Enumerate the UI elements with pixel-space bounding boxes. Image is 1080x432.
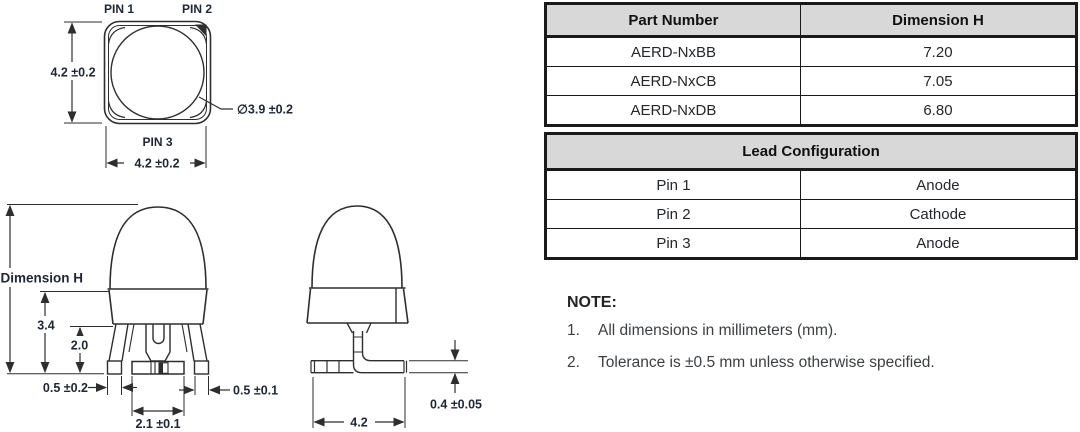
table-row xyxy=(546,67,1076,96)
part-number-cell: AERD-NxDB xyxy=(546,96,800,126)
pin3-label: PIN 3 xyxy=(142,135,173,149)
table-row xyxy=(546,200,1076,229)
dome-diameter-dim: ∅3.9 ±0.2 xyxy=(237,102,293,117)
front-view-drawing xyxy=(0,205,230,417)
note-item-text: Tolerance is ±0.5 mm unless otherwise specified. xyxy=(598,354,935,371)
pin1-label: PIN 1 xyxy=(103,2,135,16)
pin2-corner-mark xyxy=(195,25,207,37)
lead-configuration-header: Lead Configuration xyxy=(546,134,1076,170)
body-height-dim: 3.4 xyxy=(37,318,55,333)
note-title: NOTE: xyxy=(567,294,617,311)
lead-table-header-row xyxy=(546,134,1076,170)
dimension-h-cell: 6.80 xyxy=(800,96,1076,126)
side-view-drawing xyxy=(307,206,468,429)
note-item-number: 2. xyxy=(567,354,580,371)
dimension-h-cell: 7.20 xyxy=(800,37,1076,67)
polarity-cell: Anode xyxy=(800,229,1076,259)
lead-spacing-dim: 2.1 ±0.1 xyxy=(135,417,181,431)
note-item-text: All dimensions in millimeters (mm). xyxy=(598,322,838,339)
part-number-cell: AERD-NxCB xyxy=(546,67,800,96)
table-row xyxy=(546,170,1076,200)
standoff-dim: 2.0 xyxy=(70,338,89,353)
notes-section xyxy=(567,294,1067,384)
pin-cell: Pin 3 xyxy=(546,229,800,259)
lead-right-width-dim: 0.5 ±0.1 xyxy=(233,383,279,398)
note-item-number: 1. xyxy=(567,322,580,339)
pin-cell: Pin 1 xyxy=(546,170,800,200)
dimension-h-cell: 7.05 xyxy=(800,67,1076,96)
polarity-cell: Anode xyxy=(800,170,1076,200)
pin2-label: PIN 2 xyxy=(181,2,213,16)
lead-left-width-dim: 0.5 ±0.2 xyxy=(42,381,88,395)
side-view-width-dim: 4.2 xyxy=(350,415,368,430)
table-row xyxy=(546,229,1076,259)
top-view-drawing xyxy=(44,22,233,172)
top-view-width-dim: 4.2 ±0.2 xyxy=(134,156,180,171)
part-number-table xyxy=(545,3,1077,126)
part-number-cell: AERD-NxBB xyxy=(546,37,800,67)
top-view-height-dim: 4.2 ±0.2 xyxy=(50,65,96,80)
table-row xyxy=(546,96,1076,126)
table-row xyxy=(546,37,1076,67)
led-dome-outline xyxy=(111,26,204,119)
lead-thickness-dim: 0.4 ±0.05 xyxy=(429,397,483,412)
lead-configuration-table xyxy=(545,133,1077,259)
part-number-header: Part Number xyxy=(546,4,800,37)
polarity-cell: Cathode xyxy=(800,200,1076,229)
dimension-h-header: Dimension H xyxy=(800,4,1076,37)
note-item xyxy=(567,320,1067,341)
note-item xyxy=(567,352,1067,373)
dimension-h-label: Dimension H xyxy=(0,270,84,286)
pin-cell: Pin 2 xyxy=(546,200,800,229)
part-table-header-row xyxy=(546,4,1076,37)
